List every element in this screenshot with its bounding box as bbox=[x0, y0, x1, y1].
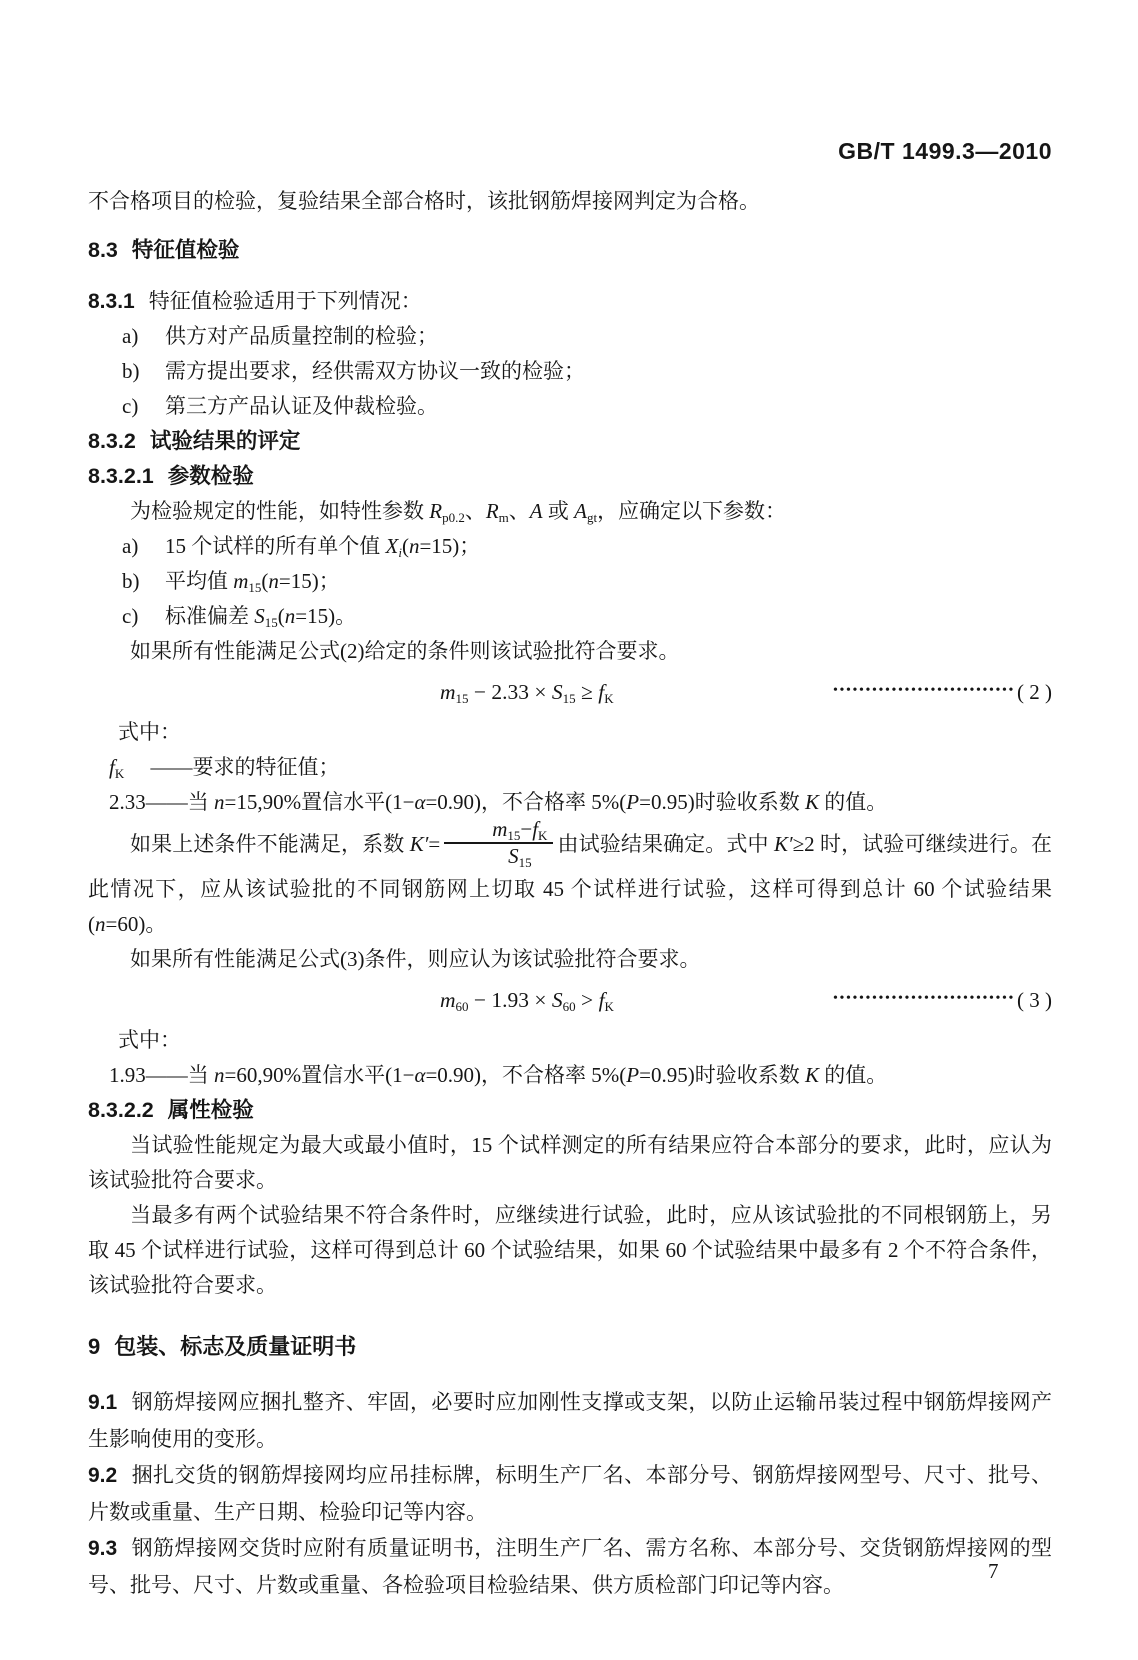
clause-title: 特征值检验 bbox=[131, 238, 240, 262]
clause-number: 9 bbox=[88, 1334, 101, 1359]
clause-number: 8.3.2 bbox=[88, 429, 136, 453]
clause-number: 8.3 bbox=[88, 238, 118, 262]
page-content bbox=[88, 136, 1052, 1603]
formula-3-row bbox=[88, 979, 1052, 1021]
where-label: 式中： bbox=[118, 720, 181, 744]
list-item-c bbox=[88, 389, 1052, 424]
list-text: 15 个试样的所有单个值 Xi(n=15)； bbox=[165, 534, 481, 560]
list-item-c bbox=[88, 599, 1052, 634]
list-marker: b) bbox=[122, 359, 140, 383]
clause-8-3-2-heading bbox=[88, 424, 1052, 459]
list-marker: c) bbox=[122, 604, 139, 628]
clause-title: 属性检验 bbox=[167, 1098, 254, 1122]
clause-title: 试验结果的评定 bbox=[149, 429, 301, 453]
clause-8-3-2-1-heading bbox=[88, 459, 1052, 494]
clause-9-1-paragraph bbox=[88, 1384, 1052, 1457]
formula-2-row bbox=[88, 671, 1052, 713]
list-marker: a) bbox=[122, 324, 139, 348]
list-item-b bbox=[88, 354, 1052, 389]
clause-title: 参数检验 bbox=[167, 464, 254, 488]
fk-definition-line: fK ——要求的特征值； bbox=[109, 755, 340, 781]
paragraph-continuation: 不合格项目的检验，复验结果全部合格时，该批钢筋焊接网判定为合格。 bbox=[88, 189, 760, 213]
clause-text: 钢筋焊接网应捆扎整齐、牢固，必要时应加刚性支撑或支架，以防止运输吊装过程中钢筋焊接网产生影响使用的变形。 bbox=[88, 1390, 1052, 1451]
list-text: 平均值 m15(n=15)； bbox=[165, 569, 340, 595]
formula-3-leader-dots: •••••••••••••••••••••••••••• bbox=[832, 991, 1015, 1006]
list-text: 第三方产品认证及仲裁检验。 bbox=[165, 394, 438, 418]
clause-number: 8.3.2.1 bbox=[88, 464, 154, 488]
clause-8-3-heading bbox=[88, 233, 1052, 268]
formula-3-number: ( 3 ) bbox=[1017, 988, 1052, 1012]
parameters-intro-paragraph: 为检验规定的性能，如特性参数 Rp0.2、Rm、A 或 Agt，应确定以下参数： bbox=[130, 499, 787, 525]
clause-number: 8.3.2.2 bbox=[88, 1098, 154, 1122]
formula-2-expression: m15 − 2.33 × S15 ≥ fK bbox=[440, 680, 614, 706]
list-item-a bbox=[88, 529, 1052, 564]
k-prime-paragraph: 如果上述条件不能满足，系数 K′= $\frac{m15-fK}{S15}$ 由试验结果确定。式中 K′≥2 时，试验可继续进行。在此情况下，应从该试验批的不同钢筋网上切取 45 个试样进行试验，这样可得到总计 60 个试验结果(n=60)。 bbox=[88, 817, 1053, 936]
clause-9-2-paragraph bbox=[88, 1457, 1052, 1530]
attribute-inspection-paragraph-2: 当最多有两个试验结果不符合条件时，应继续进行试验，此时，应从该试验批的不同根钢筋上，另取 45 个试样进行试验，这样可得到总计 60 个试验结果，如果 60 个试验结果中最多有 2 个不符合条件，该试验批符合要求。 bbox=[88, 1203, 1052, 1297]
clause-number: 9.2 bbox=[88, 1464, 118, 1487]
list-text: 供方对产品质量控制的检验； bbox=[165, 324, 438, 348]
condition-formula-3-paragraph: 如果所有性能满足公式(3)条件，则应认为该试验批符合要求。 bbox=[130, 947, 701, 971]
attribute-inspection-paragraph-1: 当试验性能规定为最大或最小值时，15 个试样测定的所有结果应符合本部分的要求，此时，应认为该试验批符合要求。 bbox=[88, 1133, 1052, 1192]
clause-8-3-1-heading bbox=[88, 284, 1052, 319]
list-text: 标准偏差 S15(n=15)。 bbox=[165, 604, 357, 630]
list-marker: c) bbox=[122, 394, 139, 418]
list-item-b bbox=[88, 564, 1052, 599]
clause-9-heading bbox=[88, 1329, 1052, 1364]
formula-3-expression: m60 − 1.93 × S60 > fK bbox=[440, 988, 614, 1014]
clause-number: 8.3.1 bbox=[88, 290, 135, 313]
clause-number: 9.1 bbox=[88, 1391, 118, 1414]
condition-formula-2-paragraph: 如果所有性能满足公式(2)给定的条件则该试验批符合要求。 bbox=[130, 639, 680, 663]
page-number: 7 bbox=[988, 1559, 999, 1583]
where-label: 式中： bbox=[118, 1028, 181, 1052]
clause-number: 9.3 bbox=[88, 1537, 118, 1560]
clause-8-3-2-2-heading bbox=[88, 1093, 1052, 1128]
coefficient-1-93-definition-line: 1.93——当 n=60,90%置信水平(1−α=0.90)，不合格率 5%(P=0.95)时验收系数 K 的值。 bbox=[109, 1063, 888, 1087]
standard-code-header: GB/T 1499.3—2010 bbox=[838, 138, 1052, 164]
list-text: 需方提出要求，经供需双方协议一致的检验； bbox=[165, 359, 585, 383]
formula-2-number: ( 2 ) bbox=[1017, 680, 1052, 704]
clause-title: 包装、标志及质量证明书 bbox=[114, 1334, 357, 1359]
clause-text: 钢筋焊接网交货时应附有质量证明书，注明生产厂名、需方名称、本部分号、交货钢筋焊接网的型号、批号、尺寸、片数或重量、各检验项目检验结果、供方质检部门印记等内容。 bbox=[88, 1536, 1052, 1597]
list-marker: b) bbox=[122, 569, 140, 593]
clause-text: 捆扎交货的钢筋焊接网均应吊挂标牌，标明生产厂名、本部分号、钢筋焊接网型号、尺寸、批号、片数或重量、生产日期、检验印记等内容。 bbox=[88, 1463, 1052, 1524]
clause-text: 特征值检验适用于下列情况： bbox=[148, 289, 422, 313]
formula-2-leader-dots: •••••••••••••••••••••••••••• bbox=[832, 683, 1015, 698]
list-marker: a) bbox=[122, 534, 139, 558]
list-item-a bbox=[88, 319, 1052, 354]
coefficient-2-33-definition-line: 2.33——当 n=15,90%置信水平(1−α=0.90)，不合格率 5%(P=0.95)时验收系数 K 的值。 bbox=[109, 790, 888, 814]
clause-9-3-paragraph bbox=[88, 1530, 1052, 1603]
